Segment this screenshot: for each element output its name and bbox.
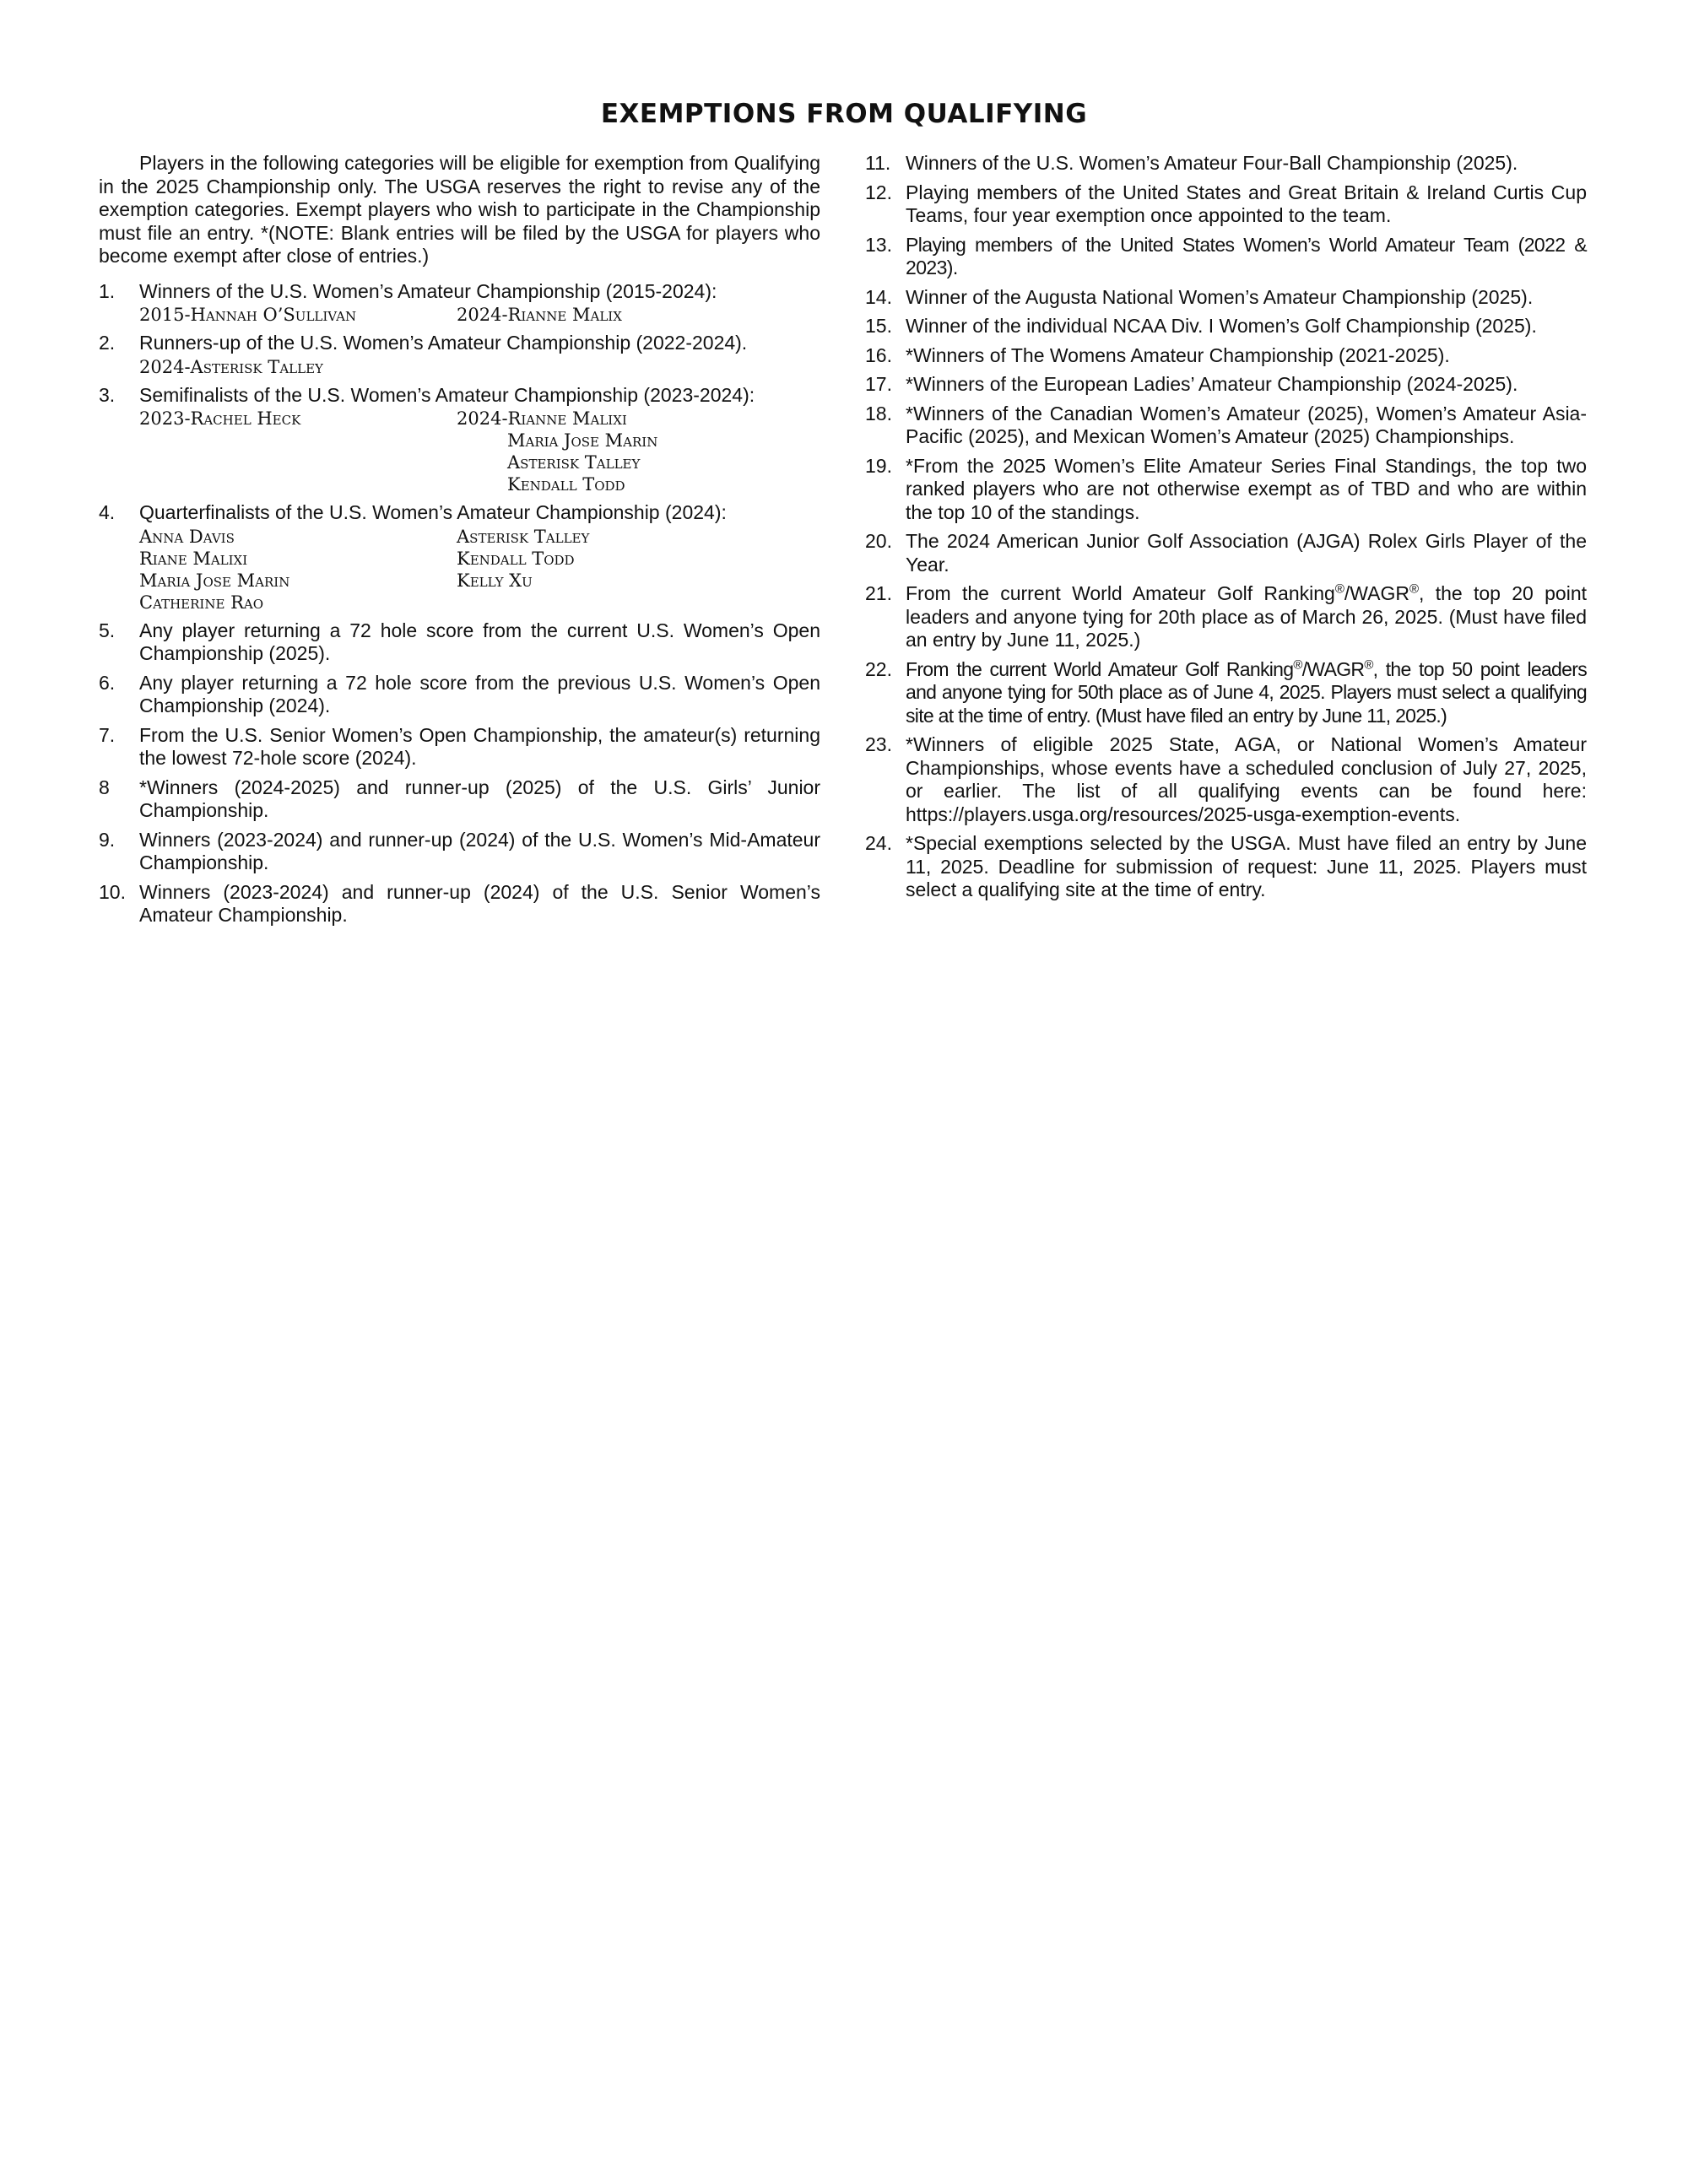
player-name: 2024-Asterisk Talley: [139, 356, 323, 377]
name-list: [139, 356, 820, 378]
item-number: 12.: [865, 181, 892, 203]
item-number: 8: [99, 776, 110, 798]
item-text: Winners of the U.S. Women’s Amateur Championship (2015-2024):: [139, 279, 717, 302]
item-number: 7.: [99, 723, 116, 746]
player-name: 2024-Rianne Malix: [457, 305, 622, 325]
player-name: Kelly Xu: [457, 570, 533, 591]
item-text-part: /WAGR: [1301, 657, 1365, 680]
name-list: [139, 304, 820, 326]
player-name: Asterisk Talley: [507, 452, 641, 473]
item-text: [906, 658, 1587, 728]
list-item: [99, 724, 820, 770]
item-text: Any player returning a 72 hole score from the current U.S. Women’s Open Championship (2025).: [139, 619, 820, 664]
item-text: Winner of the Augusta National Women’s Amateur Championship (2025).: [906, 285, 1534, 308]
player-name: 2015-Hannah O’Sullivan: [139, 305, 357, 325]
item-text: Quarterfinalists of the U.S. Women’s Amateur Championship (2024):: [139, 501, 727, 523]
list-item: [99, 829, 820, 875]
list-item: [99, 672, 820, 718]
list-item: [99, 332, 820, 378]
item-text: Winners of the U.S. Women’s Amateur Four-Ball Championship (2025).: [906, 152, 1518, 174]
list-item: [99, 280, 820, 327]
item-number: 10.: [99, 880, 126, 903]
item-number: 6.: [99, 671, 116, 694]
list-item: [865, 733, 1587, 826]
item-number: 21.: [865, 582, 892, 604]
registered-mark: ®: [1293, 657, 1302, 672]
item-text: Winner of the individual NCAA Div. I Women’s Golf Championship (2025).: [906, 315, 1537, 337]
item-number: 11.: [865, 152, 891, 174]
player-name: Asterisk Talley: [457, 526, 590, 547]
player-name: 2023-Rachel Heck: [139, 408, 301, 429]
item-text-part: , the top 50 point leaders and anyone tying for 50th place as of June 4, 2025. Players must select a qualifying site at the time of entry. (Must have filed an entry by June 11, 2025.): [906, 657, 1588, 727]
name-list: [139, 408, 820, 495]
item-number: 19.: [865, 454, 892, 477]
list-item: [99, 776, 820, 823]
player-name: Anna Davis: [139, 526, 235, 547]
item-number: 13.: [865, 233, 892, 256]
list-item: [865, 658, 1587, 728]
item-number: 14.: [865, 285, 892, 308]
list-item: [865, 315, 1587, 338]
item-number: 5.: [99, 619, 116, 641]
item-text: From the U.S. Senior Women’s Open Championship, the amateur(s) returning the lowest 72-hole score (2024).: [139, 723, 820, 769]
item-number: 18.: [865, 402, 892, 424]
item-text: *From the 2025 Women’s Elite Amateur Series Final Standings, the top two ranked players who are not otherwise exempt as of TBD and who are within the top 10 of the standings.: [906, 454, 1587, 523]
list-item: [865, 455, 1587, 525]
player-name: Maria Jose Marin: [507, 430, 658, 451]
list-item: [99, 619, 820, 666]
item-number: 3.: [99, 383, 116, 406]
item-number: 16.: [865, 343, 892, 366]
item-number: 2.: [99, 332, 116, 354]
item-number: 23.: [865, 733, 892, 755]
player-name: Maria Jose Marin: [139, 570, 290, 591]
item-number: 4.: [99, 501, 116, 523]
list-item: [865, 582, 1587, 652]
list-item: [99, 881, 820, 927]
item-text-part: From the current World Amateur Golf Ranking: [906, 657, 1294, 680]
item-number: 24.: [865, 832, 892, 854]
item-number: 15.: [865, 315, 892, 337]
list-item: [865, 344, 1587, 368]
item-text-part: From the current World Amateur Golf Ranking: [906, 582, 1335, 604]
list-item: [99, 384, 820, 496]
list-item: [865, 152, 1587, 176]
player-name: Kendall Todd: [507, 474, 625, 495]
item-text: *Winners of eligible 2025 State, AGA, or National Women’s Amateur Championships, whose events have a scheduled conclusion of July 27, 2025, or earlier. The list of all qualifying events can be found here: https://players.usga.org/resources/2025-usga-exemption-events.: [906, 733, 1587, 825]
item-text-part: /WAGR: [1344, 582, 1409, 604]
list-item: [865, 403, 1587, 449]
list-item: [865, 373, 1587, 397]
list-item: [865, 832, 1587, 902]
item-text: *Winners (2024-2025) and runner-up (2025) of the U.S. Girls’ Junior Championship.: [139, 776, 820, 821]
right-column: [865, 152, 1587, 908]
left-column: [99, 152, 820, 933]
item-text: Playing members of the United States Women’s World Amateur Team (2022 & 2023).: [906, 233, 1587, 278]
item-text: Any player returning a 72 hole score from the previous U.S. Women’s Open Championship (2024).: [139, 671, 820, 716]
item-text: Playing members of the United States and Great Britain & Ireland Curtis Cup Teams, four year exemption once appointed to the team.: [906, 181, 1587, 226]
player-name: 2024-Rianne Malixi: [457, 408, 627, 429]
registered-mark: ®: [1409, 581, 1420, 597]
item-text: Semifinalists of the U.S. Women’s Amateur Championship (2023-2024):: [139, 383, 755, 406]
registered-mark: ®: [1364, 657, 1373, 672]
list-item: [865, 181, 1587, 228]
item-text: Winners (2023-2024) and runner-up (2024) of the U.S. Senior Women’s Amateur Championship.: [139, 880, 820, 926]
item-number: 1.: [99, 279, 116, 302]
item-text: Runners-up of the U.S. Women’s Amateur Championship (2022-2024).: [139, 332, 748, 354]
item-text: *Winners of the Canadian Women’s Amateur (2025), Women’s Amateur Asia-Pacific (2025), and Mexican Women’s Amateur (2025) Championships.: [906, 402, 1587, 447]
player-name: Riane Malixi: [139, 548, 248, 569]
player-name: Kendall Todd: [457, 548, 575, 569]
page-title: EXEMPTIONS FROM QUALIFYING: [600, 99, 1088, 129]
item-text-part: , the top 20 point leaders and anyone tying for 20th place as of March 26, 2025. (Must have filed an entry by June 11, 2025.): [906, 582, 1587, 651]
item-text: *Winners of The Womens Amateur Championship (2021-2025).: [906, 343, 1450, 366]
item-text: Winners (2023-2024) and runner-up (2024) of the U.S. Women’s Mid-Amateur Championship.: [139, 828, 820, 873]
registered-mark: ®: [1334, 581, 1344, 597]
list-item: [865, 234, 1587, 280]
item-number: 17.: [865, 373, 892, 395]
list-item: [99, 501, 820, 614]
item-number: 20.: [865, 530, 892, 552]
intro-paragraph: Players in the following categories will be eligible for exemption from Qualifying in the 2025 Championship only. The USGA reserves the right to revise any of the exemption categories. Exempt players who wish to participate in the Championship must file an entry. *(NOTE: Blank entries will be filed by the USGA for players who become exempt after close of entries.): [99, 152, 820, 267]
list-item: [865, 530, 1587, 576]
item-text: The 2024 American Junior Golf Association (AJGA) Rolex Girls Player of the Year.: [906, 530, 1587, 576]
list-item: [865, 286, 1587, 310]
item-number: 22.: [865, 657, 892, 680]
player-name: Catherine Rao: [139, 592, 264, 613]
item-text: [906, 582, 1587, 652]
item-number: 9.: [99, 828, 116, 851]
item-text: *Winners of the European Ladies’ Amateur Championship (2024-2025).: [906, 373, 1518, 395]
name-list: [139, 526, 820, 614]
item-text: *Special exemptions selected by the USGA. Must have filed an entry by June 11, 2025. Deadline for submission of request: June 11, 2025. Players must select a qualifying site at the time of entry.: [906, 832, 1587, 900]
